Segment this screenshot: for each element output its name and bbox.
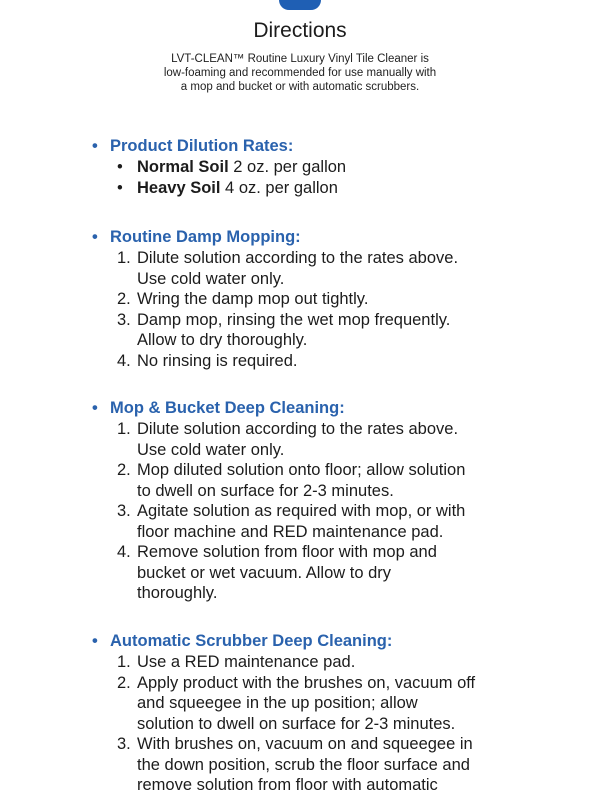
- brand-badge-icon: [279, 0, 321, 10]
- step-item: [117, 351, 458, 372]
- step-item: [117, 652, 475, 673]
- step-number: 4.: [117, 351, 131, 370]
- step-text: No rinsing is required.: [137, 351, 298, 370]
- step-text: remove solution from floor with automatic: [137, 776, 438, 794]
- step-item: [117, 542, 465, 604]
- step-text: Use cold water only.: [137, 440, 285, 459]
- step-text: Dilute solution according to the rates above.: [137, 249, 459, 267]
- step-text: and squeegee in the up position; allow: [137, 694, 418, 712]
- page-title: Directions: [253, 19, 347, 42]
- step-number: 3.: [117, 735, 131, 753]
- intro-text: [100, 52, 500, 94]
- step-item: [117, 734, 475, 796]
- step-item: [117, 501, 465, 542]
- step-text: floor machine and RED maintenance pad.: [137, 522, 444, 541]
- step-item: [117, 310, 458, 351]
- step-text: With brushes on, vacuum on and squeegee in: [137, 735, 473, 753]
- step-text: Dilute solution according to the rates above.: [137, 420, 459, 438]
- step-text: Use cold water only.: [137, 269, 285, 288]
- soil-level-label: Normal Soil: [137, 158, 229, 176]
- bullet-icon: •: [117, 178, 123, 197]
- step-text: the down position, scrub the floor surface and: [137, 755, 470, 774]
- intro-line: a mop and bucket or with automatic scrubbers.: [180, 81, 420, 93]
- step-number: 4.: [117, 543, 131, 561]
- list-item: [117, 178, 346, 199]
- step-number: 1.: [117, 249, 131, 267]
- dilution-value: 2 oz. per gallon: [228, 158, 347, 176]
- step-text: Use a RED maintenance pad.: [137, 653, 356, 671]
- step-number: 1.: [117, 420, 131, 438]
- step-text: solution to dwell on surface for 2-3 minutes.: [137, 714, 456, 733]
- step-text: to dwell on surface for 2-3 minutes.: [137, 481, 394, 500]
- step-text: Remove solution from floor with mop and: [137, 543, 437, 561]
- step-item: [117, 673, 475, 735]
- intro-line: LVT-CLEAN™ Routine Luxury Vinyl Tile Cleaner is: [171, 53, 429, 65]
- section-heading: • Routine Damp Mopping:: [92, 228, 301, 246]
- step-text: Apply product with the brushes on, vacuum off: [137, 673, 476, 692]
- dilution-list: [117, 157, 346, 198]
- step-number: 2.: [117, 290, 131, 308]
- section-heading: • Mop & Bucket Deep Cleaning:: [92, 399, 345, 417]
- bullet-icon: •: [92, 632, 98, 650]
- steps-list: [117, 248, 458, 371]
- step-number: 3.: [117, 502, 131, 520]
- step-text: Agitate solution as required with mop, or with: [137, 502, 466, 520]
- step-number: 2.: [117, 673, 131, 692]
- soil-level-label: Heavy Soil: [137, 178, 221, 197]
- step-text: thoroughly.: [137, 584, 218, 602]
- bullet-icon: •: [117, 158, 123, 176]
- step-text: Allow to dry thoroughly.: [137, 331, 308, 349]
- step-item: [117, 289, 458, 310]
- steps-list: [117, 652, 475, 796]
- bullet-icon: •: [92, 399, 98, 417]
- intro-line: low-foaming and recommended for use manually with: [163, 67, 437, 79]
- step-text: Damp mop, rinsing the wet mop frequently.: [137, 310, 451, 329]
- step-item: [117, 419, 465, 460]
- step-number: 2.: [117, 461, 131, 479]
- step-item: [117, 460, 465, 501]
- step-text: Mop diluted solution onto floor; allow solution: [137, 461, 466, 479]
- list-item: [117, 157, 346, 178]
- section-heading: • Product Dilution Rates:: [92, 137, 294, 155]
- step-item: [117, 248, 458, 289]
- bullet-icon: •: [92, 228, 98, 246]
- section-heading: • Automatic Scrubber Deep Cleaning:: [92, 632, 393, 650]
- dilution-value: 4 oz. per gallon: [220, 178, 338, 197]
- step-number: 3.: [117, 310, 131, 329]
- step-text: bucket or wet vacuum. Allow to dry: [137, 563, 392, 582]
- step-number: 1.: [117, 653, 131, 671]
- bullet-icon: •: [92, 137, 98, 155]
- steps-list: [117, 419, 465, 604]
- step-text: Wring the damp mop out tightly.: [137, 290, 369, 308]
